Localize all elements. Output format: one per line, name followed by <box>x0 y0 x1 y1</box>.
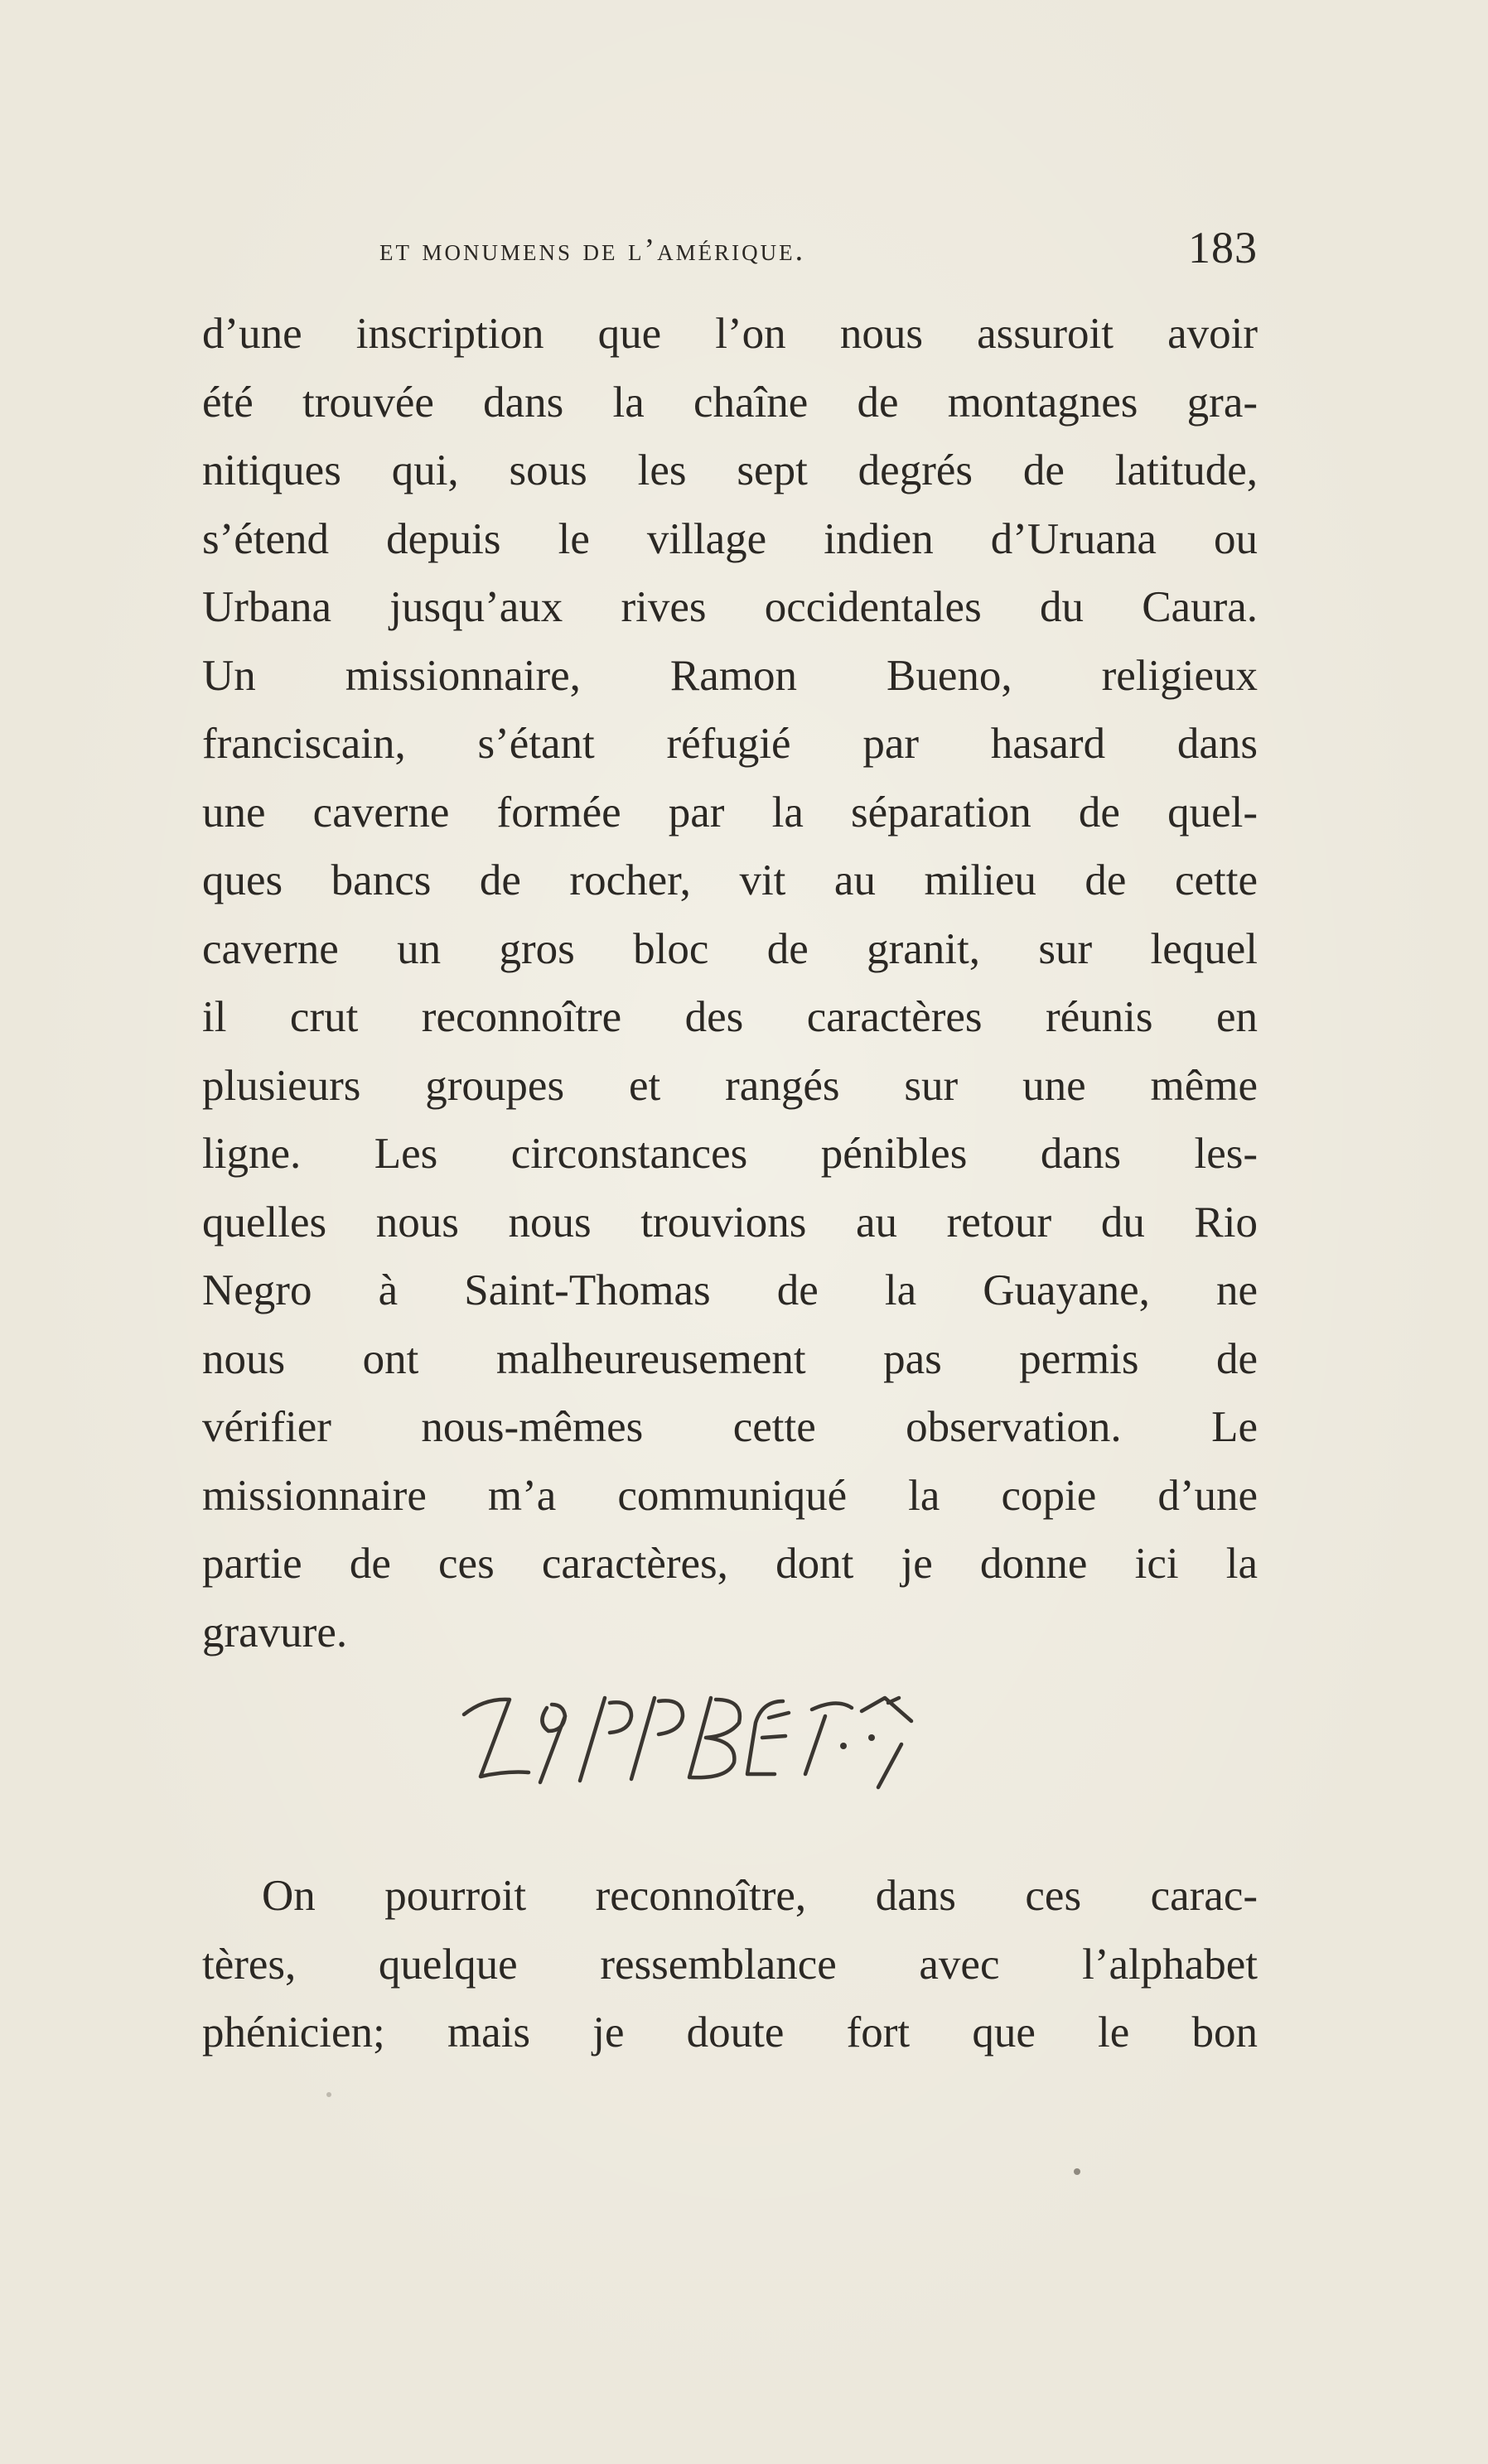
paper-speck <box>1074 2168 1080 2175</box>
text-line: missionnaire m’a communiqué la copie d’une <box>202 1471 1258 1520</box>
text-line: Negro à Saint-Thomas de la Guayane, ne <box>202 1266 1258 1314</box>
paragraph-1 <box>202 300 1258 1666</box>
text-line: d’une inscription que l’on nous assuroit avoir <box>202 310 1258 358</box>
text-line: On pourroit reconnoître, dans ces carac- <box>262 1872 1258 1920</box>
text-line: phénicien; mais je doute fort que le bon <box>202 2008 1258 2057</box>
text-line: nitiques qui, sous les sept degrés de latitude, <box>202 446 1258 494</box>
text-line: Un missionnaire, Ramon Bueno, religieux <box>202 651 1258 700</box>
text-line: tères, quelque ressemblance avec l’alphabet <box>202 1940 1258 1989</box>
text-line: vérifier nous-mêmes cette observation. Le <box>202 1403 1258 1451</box>
running-head <box>379 222 1258 288</box>
text-line: Urbana jusqu’aux rives occidentales du Caura. <box>202 583 1258 631</box>
text-line: une caverne formée par la séparation de quel- <box>202 788 1258 837</box>
text-line: été trouvée dans la chaîne de montagnes gra- <box>202 378 1258 427</box>
paper-speck <box>326 2092 331 2097</box>
running-title: et monumens de l’amérique. <box>379 233 806 268</box>
paragraph-2 <box>202 1862 1258 2067</box>
text-line: nous ont malheureusement pas permis de <box>202 1334 1258 1383</box>
text-line: il crut reconnoître des caractères réunis en <box>202 993 1258 1041</box>
text-line: ques bancs de rocher, vit au milieu de cette <box>202 856 1258 904</box>
inscription-glyphs-icon <box>447 1665 1011 1806</box>
text-line: plusieurs groupes et rangés sur une même <box>202 1061 1258 1110</box>
text-line: s’étend depuis le village indien d’Uruana ou <box>202 514 1258 563</box>
text-line: gravure. <box>202 1608 348 1656</box>
text-line: franciscain, s’étant réfugié par hasard dans <box>202 720 1258 768</box>
text-line: caverne un gros bloc de granit, sur lequel <box>202 924 1258 973</box>
text-line: quelles nous nous trouvions au retour du Rio <box>202 1198 1258 1246</box>
text-line: partie de ces caractères, dont je donne ici la <box>202 1540 1258 1588</box>
text-line: ligne. Les circonstances pénibles dans les- <box>202 1130 1258 1178</box>
page-number: 183 <box>1188 223 1258 272</box>
